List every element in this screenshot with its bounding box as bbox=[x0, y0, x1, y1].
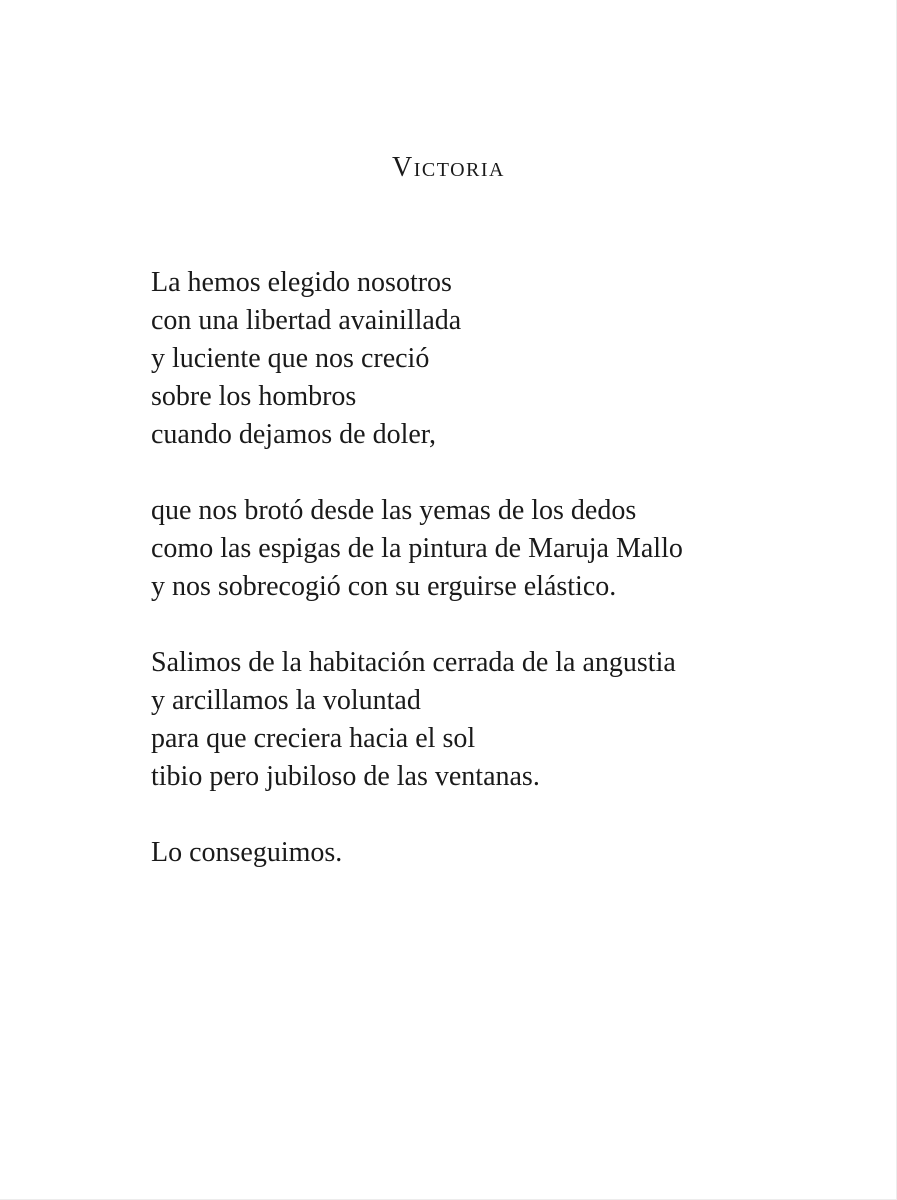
verse-line: y arcillamos la voluntad bbox=[151, 685, 421, 716]
verse-line: y nos sobrecogió con su erguirse elástico. bbox=[151, 571, 617, 602]
stanza-4 bbox=[151, 834, 851, 872]
stanza-3 bbox=[151, 644, 851, 796]
poem-title: Victoria bbox=[392, 152, 505, 183]
verse-line: sobre los hombros bbox=[151, 381, 357, 412]
verse-line: y luciente que nos creció bbox=[151, 343, 430, 374]
verse-line: para que creciera hacia el sol bbox=[151, 723, 476, 754]
stanza-1 bbox=[151, 264, 851, 454]
verse-line: Salimos de la habitación cerrada de la angustia bbox=[151, 647, 676, 678]
verse-line: que nos brotó desde las yemas de los dedos bbox=[151, 495, 637, 526]
verse-line: como las espigas de la pintura de Maruja Mallo bbox=[151, 533, 683, 564]
verse-line: cuando dejamos de doler, bbox=[151, 419, 437, 450]
verse-line: Lo conseguimos. bbox=[151, 837, 343, 868]
poem-body bbox=[151, 264, 851, 910]
stanza-2 bbox=[151, 492, 851, 606]
verse-line: La hemos elegido nosotros bbox=[151, 267, 452, 298]
verse-line: tibio pero jubiloso de las ventanas. bbox=[151, 761, 540, 792]
verse-line: con una libertad avainillada bbox=[151, 305, 462, 336]
